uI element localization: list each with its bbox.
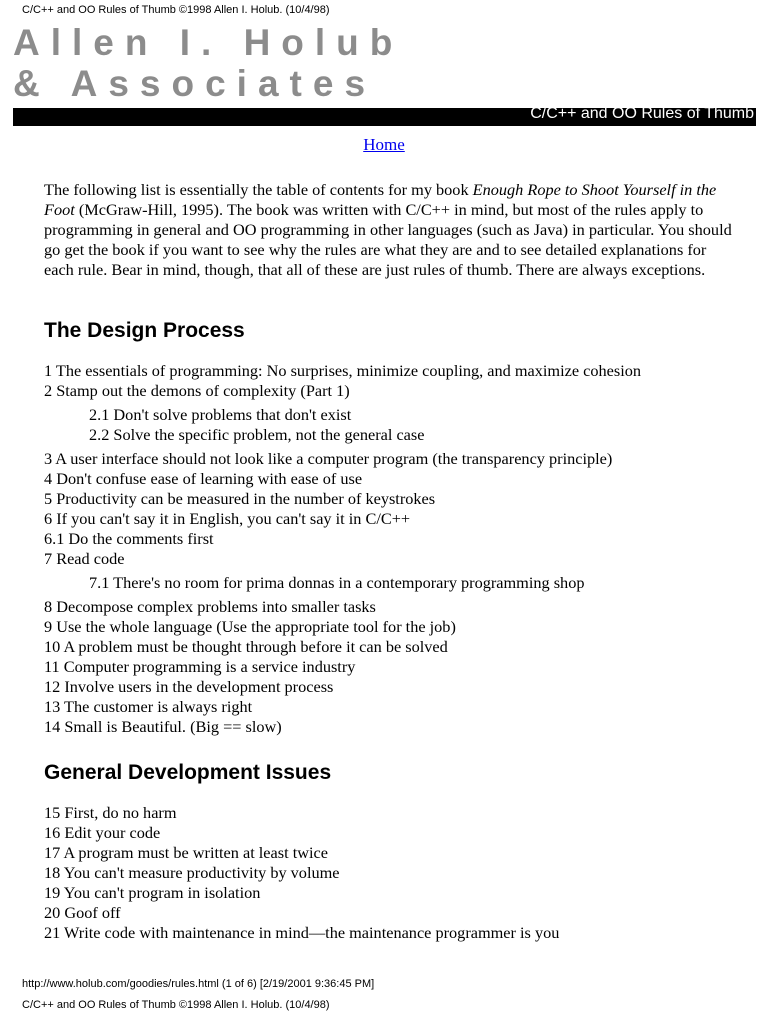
rule-item: 6 If you can't say it in English, you can't say it in C/C++ <box>44 509 411 528</box>
rule-item: 5 Productivity can be measured in the number of keystrokes <box>44 489 436 508</box>
print-footer-url: http://www.holub.com/goodies/rules.html (1 of 6) [2/19/2001 9:36:45 PM] <box>22 978 375 990</box>
intro-text-after: (McGraw-Hill, 1995). The book was written with C/C++ in mind, but most of the rules apply to programming in general and OO programming in other languages (such as Java) in particular. You should go get the book if you want to see why the rules are what they are and to see detailed explanations for each rule. Bear in mind, though, that all of these are just rules of thumb. There are always exceptions. <box>44 200 732 279</box>
next-page-header: C/C++ and OO Rules of Thumb ©1998 Allen I. Holub. (10/4/98) <box>22 999 330 1011</box>
sub-rule-item: 7.1 There's no room for prima donnas in a contemporary programming shop <box>89 573 585 592</box>
title-banner <box>13 105 756 126</box>
section-title-design-process: The Design Process <box>44 319 245 342</box>
rule-item: 16 Edit your code <box>44 823 161 842</box>
banner-title: C/C++ and OO Rules of Thumb <box>530 105 754 122</box>
rule-item: 1 The essentials of programming: No surprises, minimize coupling, and maximize cohesion <box>44 361 642 380</box>
rule-item: 14 Small is Beautiful. (Big == slow) <box>44 717 282 736</box>
general-development-rule-list <box>44 803 559 943</box>
sub-rule-list <box>44 569 641 597</box>
rule-item: 3 A user interface should not look like a computer program (the transparency principle) <box>44 449 613 468</box>
rule-item: 7 Read code <box>44 549 125 568</box>
rule-item: 17 A program must be written at least twice <box>44 843 328 862</box>
rule-item: 2 Stamp out the demons of complexity (Part 1) <box>44 381 350 400</box>
sub-rule-group <box>44 569 641 597</box>
rule-item: 15 First, do no harm <box>44 803 177 822</box>
home-link[interactable]: Home <box>363 135 405 154</box>
section-title-general-development: General Development Issues <box>44 761 332 784</box>
sub-rule-list <box>44 401 641 449</box>
rule-item: 11 Computer programming is a service industry <box>44 657 356 676</box>
logo-line-1: Allen I. Holub <box>13 22 404 63</box>
rule-item: 10 A problem must be thought through before it can be solved <box>44 637 448 656</box>
rule-item: 19 You can't program in isolation <box>44 883 261 902</box>
sub-rule-group <box>44 401 641 449</box>
rule-item: 13 The customer is always right <box>44 697 253 716</box>
logo-line-2: & Associates <box>13 63 377 104</box>
rule-item: 21 Write code with maintenance in mind—the maintenance programmer is you <box>44 923 560 942</box>
home-nav <box>0 135 768 155</box>
rule-item: 9 Use the whole language (Use the appropriate tool for the job) <box>44 617 456 636</box>
rule-item: 4 Don't confuse ease of learning with ease of use <box>44 469 363 488</box>
intro-text-before: The following list is essentially the table of contents for my book <box>44 180 473 199</box>
rule-item: 12 Involve users in the development process <box>44 677 334 696</box>
sub-rule-item: 2.1 Don't solve problems that don't exist <box>89 405 352 424</box>
rule-item: 8 Decompose complex problems into smaller tasks <box>44 597 376 616</box>
rule-item: 18 You can't measure productivity by volume <box>44 863 340 882</box>
sub-rule-item: 2.2 Solve the specific problem, not the general case <box>89 425 425 444</box>
intro-paragraph <box>44 180 734 280</box>
company-logo <box>13 22 403 104</box>
print-header: C/C++ and OO Rules of Thumb ©1998 Allen I. Holub. (10/4/98) <box>22 4 330 16</box>
design-process-rule-list <box>44 361 641 737</box>
rule-item: 20 Goof off <box>44 903 121 922</box>
rule-item: 6.1 Do the comments first <box>44 529 214 548</box>
book-title: Enough Rope to Shoot Yourself in the Foot <box>44 180 717 219</box>
